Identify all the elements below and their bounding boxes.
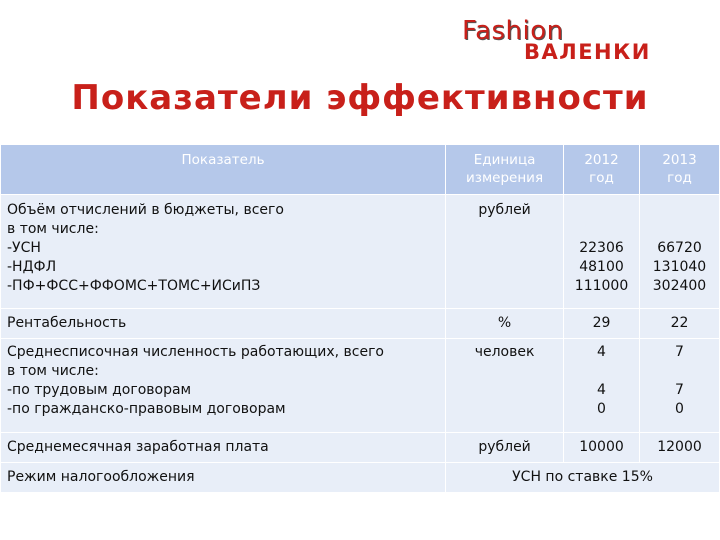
table-row xyxy=(1,195,720,309)
indicator-line: -УСН xyxy=(7,240,41,256)
value-2012-cell: 29 xyxy=(564,309,640,339)
value-line: 66720 xyxy=(657,240,702,256)
indicator-line: в том числе: xyxy=(7,363,99,379)
value-line: 7 xyxy=(675,344,684,360)
indicator-line: Объём отчислений в бюджеты, всего xyxy=(7,202,284,218)
value-line xyxy=(646,201,713,220)
value-2013-cell: 22 xyxy=(640,309,720,339)
value-line: 48100 xyxy=(579,259,624,275)
indicator-cell: Рентабельность xyxy=(1,309,446,339)
col-header-2012: 2012 год xyxy=(564,145,640,195)
table-row xyxy=(1,463,720,493)
table-header-row xyxy=(1,145,720,195)
indicator-line: -НДФЛ xyxy=(7,259,57,275)
value-line: 4 xyxy=(597,382,606,398)
brand-valenki-text: ВАЛЕНКИ xyxy=(524,40,651,64)
indicator-line: Среднесписочная численность работающих, всего xyxy=(7,344,385,360)
indicator-line: -ПФ+ФСС+ФФОМС+ТОМС+ИСиПЗ xyxy=(7,278,261,294)
table-row xyxy=(1,339,720,433)
unit-cell: рублей xyxy=(446,195,564,309)
col-header-unit: Единица измерения xyxy=(446,145,564,195)
value-line xyxy=(570,220,633,239)
indicator-cell: Среднемесячная заработная плата xyxy=(1,433,446,463)
indicator-cell xyxy=(1,195,446,309)
col-header-indicator: Показатель xyxy=(1,145,446,195)
unit-cell: рублей xyxy=(446,433,564,463)
value-2013-cell xyxy=(640,339,720,433)
value-line: 0 xyxy=(675,401,684,417)
value-2012-cell: 10000 xyxy=(564,433,640,463)
value-line: 131040 xyxy=(652,259,707,275)
table-row xyxy=(1,309,720,339)
value-line: 4 xyxy=(597,344,606,360)
table-row xyxy=(1,433,720,463)
value-2012-cell xyxy=(564,195,640,309)
indicator-line: -по трудовым договорам xyxy=(7,382,192,398)
col-header-2013: 2013 год xyxy=(640,145,720,195)
indicators-table xyxy=(0,144,720,493)
brand-logo xyxy=(460,14,700,74)
value-line: 111000 xyxy=(574,278,629,294)
value-line xyxy=(646,362,713,381)
value-line: 22306 xyxy=(579,240,624,256)
value-2013-cell: 12000 xyxy=(640,433,720,463)
value-2012-cell xyxy=(564,339,640,433)
value-line xyxy=(646,220,713,239)
brand-fashion-text: Fashion xyxy=(462,16,564,46)
indicator-cell xyxy=(1,339,446,433)
value-line: 302400 xyxy=(652,278,707,294)
value-line: 0 xyxy=(597,401,606,417)
indicator-line: -по гражданско-правовым договорам xyxy=(7,401,286,417)
page-title: Показатели эффективности xyxy=(71,78,649,118)
value-line xyxy=(570,362,633,381)
merged-value-cell: УСН по ставке 15% xyxy=(446,463,720,493)
value-line xyxy=(570,201,633,220)
indicator-cell: Режим налогообложения xyxy=(1,463,446,493)
unit-cell: % xyxy=(446,309,564,339)
indicator-line: в том числе: xyxy=(7,221,99,237)
unit-cell: человек xyxy=(446,339,564,433)
value-2013-cell xyxy=(640,195,720,309)
value-line: 7 xyxy=(675,382,684,398)
